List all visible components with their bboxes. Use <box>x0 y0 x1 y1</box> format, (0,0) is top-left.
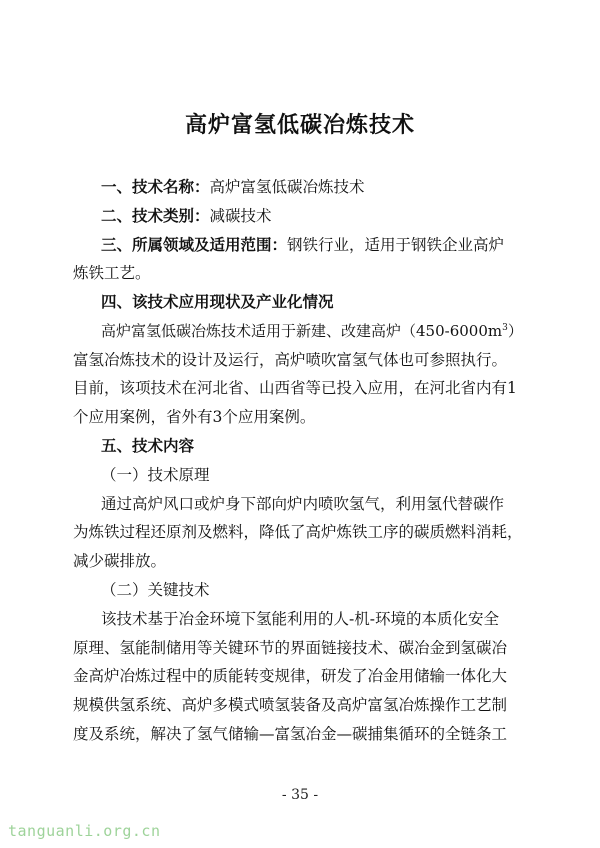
section-4-para-text-1: 高炉富氢低碳冶炼技术适用于新建、改建高炉（450-6000m <box>101 322 503 340</box>
section-3-line-1 <box>101 235 528 255</box>
section-4-para-line-1 <box>101 321 528 341</box>
subsection-1-line-3: 减少碳排放。 <box>73 552 167 570</box>
section-4-para-line-4: 个应用案例，省外有3个应用案例。 <box>73 408 316 426</box>
section-3-line-2: 炼铁工艺。 <box>73 264 151 282</box>
subsection-2-line-4: 规模供氢系统、高炉多模式喷氢装备及高炉富氢冶炼操作工艺制 <box>73 696 508 714</box>
document-title: 高炉富氢低碳冶炼技术 <box>184 112 415 138</box>
subsection-1-line-2: 为炼铁过程还原剂及燃料，降低了高炉炼铁工序的碳质燃料消耗， <box>73 523 523 541</box>
section-2-body: 减碳技术 <box>209 207 272 225</box>
subsection-2-line-2: 原理、氢能制储用等关键环节的界面链接技术、碳冶金到氢碳冶 <box>73 639 508 657</box>
subsection-2-line-3: 金高炉冶炼过程中的质能转变规律，研发了冶金用储输一体化大 <box>73 667 508 685</box>
watermark: tanguanli.org.cn <box>8 822 161 840</box>
section-2-line <box>101 206 556 226</box>
subsection-2-line-1: 该技术基于冶金环境下氢能利用的人-机-环境的本质化安全 <box>101 610 499 628</box>
section-1-heading: 一、技术名称： <box>101 177 210 196</box>
section-4-heading: 四、该技术应用现状及产业化情况 <box>101 292 334 311</box>
subsection-2-line-5: 度及系统，解决了氢气储输—富氢冶金—碳捕集循环的全链条工 <box>73 725 508 743</box>
section-4-para-close: ） <box>507 322 523 340</box>
section-3-heading: 三、所属领域及适用范围： <box>101 235 288 254</box>
subsection-1-line-1: 通过高炉风口或炉身下部向炉内喷吹氢气，利用氢代替碳作 <box>101 495 505 513</box>
section-3-body-1: 钢铁行业，适用于钢铁企业高炉 <box>287 236 505 254</box>
section-4-para-line-2: 富氢冶炼技术的设计及运行，高炉喷吹富氢气体也可参照执行。 <box>73 351 508 369</box>
subsection-2-heading: （二）关键技术 <box>101 581 210 599</box>
section-1-body: 高炉富氢低碳冶炼技术 <box>209 178 365 196</box>
section-1-line <box>101 177 556 197</box>
subsection-1-heading: （一）技术原理 <box>101 466 210 484</box>
unit-superscript: 3 <box>502 323 508 333</box>
section-4-para-line-3: 目前，该项技术在河北省、山西省等已投入应用，在河北省内有1 <box>73 379 517 397</box>
section-2-heading: 二、技术类别： <box>101 206 210 225</box>
section-5-heading: 五、技术内容 <box>101 436 195 455</box>
page-number: - 35 - <box>281 787 319 803</box>
